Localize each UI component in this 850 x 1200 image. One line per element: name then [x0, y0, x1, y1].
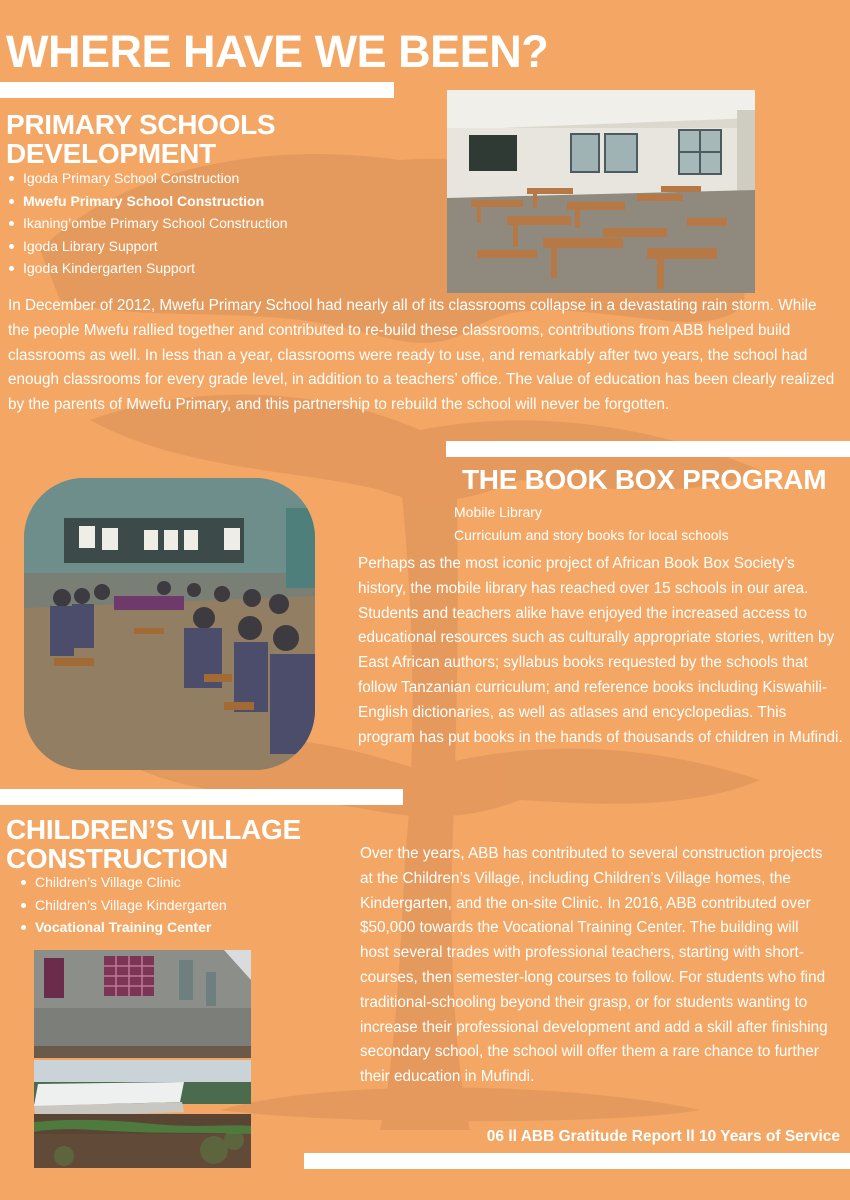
footer-bar	[304, 1153, 850, 1169]
bookbox-subtitle-mobile-library: Mobile Library	[454, 504, 542, 520]
list-item: Igoda Kindergarten Support	[6, 257, 288, 280]
bookbox-top-bar	[446, 441, 850, 457]
title-underline-bar	[0, 82, 394, 98]
primary-schools-paragraph: In December of 2012, Mwefu Primary School had nearly all of its classrooms collapse in a devastating rain storm. While the people Mwefu rallied together and contributed to re-build these classrooms, contributions from ABB helped build classrooms as well. In less than a year, classrooms were ready to use, and remarkably after two years, the school had enough classrooms for every grade level, in addition to a teachers’ office. The value of education has been clearly realized by the parents of Mwefu Primary, and this partnership to rebuild the school will never be forgotten.	[8, 297, 835, 414]
primary-schools-list	[6, 167, 288, 280]
primary-schools-heading-line2: DEVELOPMENT	[6, 138, 216, 169]
village-heading-line1: CHILDREN’S VILLAGE	[6, 814, 301, 845]
village-heading-line2: CONSTRUCTION	[6, 843, 228, 874]
list-item: Children’s Village Kindergarten	[18, 894, 227, 917]
list-item: Children’s Village Clinic	[18, 871, 227, 894]
list-item: Mwefu Primary School Construction	[6, 190, 288, 213]
page-footer: 06 ll ABB Gratitude Report ll 10 Years of Service	[486, 1128, 840, 1145]
village-heading	[6, 815, 301, 873]
list-item: Ikaning’ombe Primary School Construction	[6, 212, 288, 235]
bookbox-heading: THE BOOK BOX PROGRAM	[462, 464, 827, 495]
vocational-site-photo	[34, 1060, 251, 1168]
list-item: Igoda Library Support	[6, 235, 288, 258]
primary-schools-heading-line1: PRIMARY SCHOOLS	[6, 109, 276, 140]
meeting-room-photo	[24, 478, 315, 770]
village-paragraph: Over the years, ABB has contributed to several construction projects at the Children’s Village, including Children’s Village homes, the Kindergarten, and the on-site Clinic. In 2016, ABB contributed over $50,000 towards the Vocational Training Center. The building will host several trades with professional teachers, starting with short-courses, then semester-long courses to follow. For students who find traditional-schooling beyond their grasp, or for students wanting to increase their professional development and add a skill after finishing secondary school, the school will offer them a rare chance to further their education in Mufindi.	[360, 845, 828, 1086]
classroom-photo	[447, 90, 755, 293]
list-item: Igoda Primary School Construction	[6, 167, 288, 190]
bookbox-subtitle-curriculum: Curriculum and story books for local schools	[454, 527, 729, 543]
village-top-bar	[0, 789, 403, 805]
village-list	[18, 871, 227, 939]
page-title: WHERE HAVE WE BEEN?	[6, 26, 549, 77]
list-item: Vocational Training Center	[18, 916, 227, 939]
primary-schools-heading	[6, 110, 275, 168]
vocational-building-photo	[34, 950, 251, 1058]
bookbox-paragraph: Perhaps as the most iconic project of African Book Box Society’s history, the mobile library has reached over 15 schools in our area. Students and teachers alike have enjoyed the increased access to educational resources such as culturally appropriate stories, written by East African authors; syllabus books requested by the schools that follow Tanzanian curriculum; and reference books including Kiswahili-English dictionaries, as well as atlases and encyclopedias. This program has put books in the hands of thousands of children in Mufindi.	[358, 555, 843, 746]
